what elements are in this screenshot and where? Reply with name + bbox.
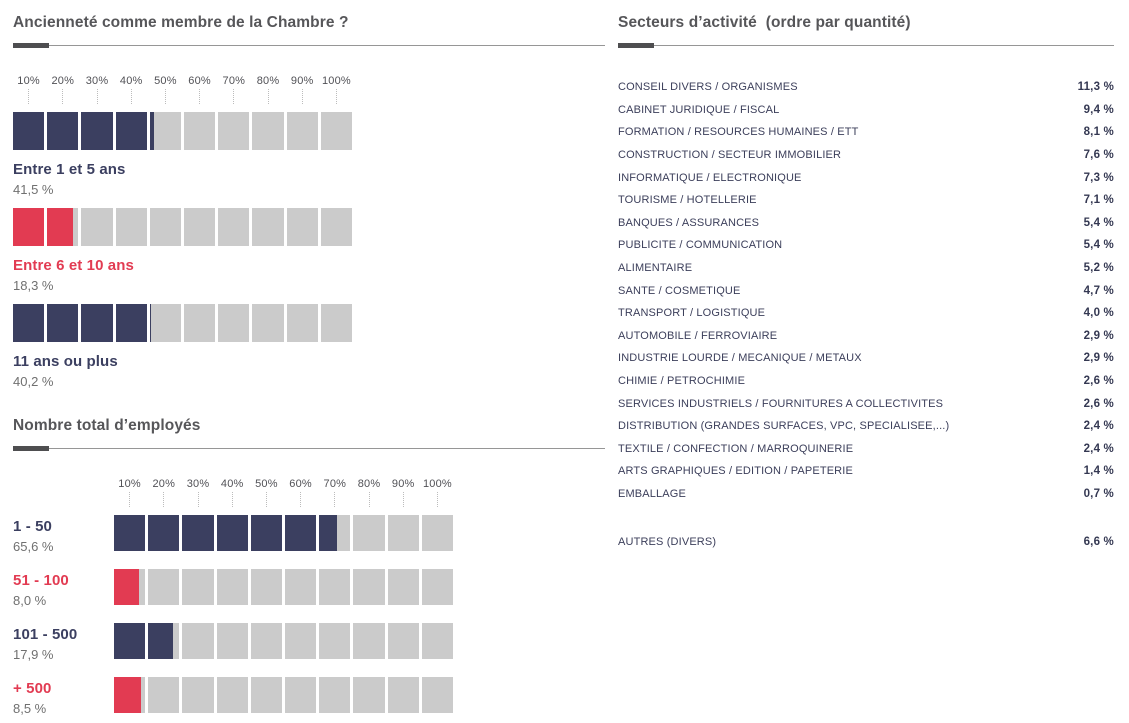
bar-segment — [47, 112, 78, 150]
sector-row — [618, 189, 1114, 212]
scale-tick — [268, 89, 269, 104]
scale-cell — [319, 478, 350, 507]
scale-cell — [184, 75, 215, 104]
bar-fill — [150, 112, 155, 150]
scale-cell — [81, 75, 112, 104]
sector-label: TEXTILE / CONFECTION / MARROQUINERIE — [618, 442, 854, 455]
scale-label: 40% — [119, 75, 143, 87]
category-label: + 500 — [13, 680, 52, 697]
category-label: Entre 6 et 10 ans — [13, 257, 134, 274]
seniority-chart — [13, 112, 605, 389]
bar-segment — [319, 569, 350, 605]
scale-cell — [114, 478, 145, 507]
bar-segment — [148, 569, 179, 605]
bar-segment — [285, 677, 316, 713]
scale-label: 80% — [256, 75, 280, 87]
scale-tick — [336, 89, 337, 104]
sector-value: 7,1 % — [1083, 194, 1114, 207]
scale-label: 60% — [289, 478, 312, 490]
bar-segment — [422, 569, 453, 605]
scale-tick — [62, 89, 63, 104]
sectors-list — [618, 76, 1114, 505]
scale-label: 10% — [17, 75, 40, 87]
sector-label: DISTRIBUTION (GRANDES SURFACES, VPC, SPECIALISEE,...) — [618, 420, 950, 433]
bar-segment — [251, 677, 282, 713]
scale-cell — [353, 478, 384, 507]
scale-label: 30% — [85, 75, 109, 87]
sector-label: CONSTRUCTION / SECTEUR IMMOBILIER — [618, 149, 842, 162]
bar-segment — [252, 112, 283, 150]
scale-label: 100% — [422, 478, 452, 490]
sector-label: CHIMIE / PETROCHIMIE — [618, 375, 746, 388]
scale-tick — [199, 89, 200, 104]
scale-label: 50% — [154, 75, 177, 87]
bar-fill — [114, 569, 139, 605]
divider-line — [654, 45, 1114, 46]
scale-tick — [232, 492, 233, 507]
bar-segment — [114, 677, 145, 713]
scale-label: 70% — [323, 478, 347, 490]
sector-value: 2,4 % — [1083, 420, 1114, 433]
sector-label: CABINET JURIDIQUE / FISCAL — [618, 103, 780, 116]
sector-value: 2,9 % — [1083, 329, 1114, 342]
category-label-block — [13, 677, 114, 716]
category-value: 18,3 % — [13, 278, 54, 293]
bar-segment — [287, 208, 318, 246]
bar-fill — [182, 515, 213, 551]
divider-line — [49, 45, 605, 46]
scale-label: 10% — [118, 478, 141, 490]
employees-row — [13, 677, 605, 716]
scale-tick — [97, 89, 98, 104]
bar-segment — [353, 677, 384, 713]
section-divider — [13, 43, 605, 48]
sector-row — [618, 415, 1114, 438]
category-value: 41,5 % — [13, 182, 54, 197]
bar-segment — [13, 208, 44, 246]
bar-segment — [81, 112, 112, 150]
bar-segment — [184, 112, 215, 150]
sector-value: 11,3 % — [1077, 81, 1114, 94]
bar-segment — [422, 515, 453, 551]
scale-tick — [198, 492, 199, 507]
segmented-bar — [114, 623, 453, 659]
bar-segment — [422, 623, 453, 659]
bar-segment — [81, 304, 112, 342]
sector-value: 5,4 % — [1083, 239, 1114, 252]
scale-tick — [302, 89, 303, 104]
scale-tick — [131, 89, 132, 104]
category-label-block — [13, 623, 114, 662]
bar-segment — [13, 112, 44, 150]
sector-row — [618, 99, 1114, 122]
bar-segment — [217, 515, 248, 551]
sector-row — [618, 347, 1114, 370]
scale-label: 90% — [391, 478, 415, 490]
bar-segment — [182, 515, 213, 551]
sector-row — [618, 438, 1114, 461]
sector-value: 2,6 % — [1083, 397, 1114, 410]
bar-segment — [321, 208, 352, 246]
scale-cell — [47, 75, 78, 104]
scale-tick — [403, 492, 404, 507]
scale-cell — [217, 478, 248, 507]
bar-segment — [353, 569, 384, 605]
category-label: 1 - 50 — [13, 518, 52, 535]
sector-row — [618, 234, 1114, 257]
divider-line — [49, 448, 605, 449]
bar-fill — [150, 304, 151, 342]
sector-value: 9,4 % — [1083, 103, 1114, 116]
employees-chart — [13, 515, 605, 716]
sector-value: 2,6 % — [1083, 375, 1114, 388]
bar-segment — [287, 112, 318, 150]
bar-segment — [388, 623, 419, 659]
scale-tick — [437, 492, 438, 507]
scale-cell — [251, 478, 282, 507]
bar-segment — [148, 677, 179, 713]
sector-row — [618, 370, 1114, 393]
bar-fill — [47, 112, 78, 150]
bar-segment — [182, 569, 213, 605]
bar-fill — [251, 515, 282, 551]
bar-segment — [422, 677, 453, 713]
section-employees — [13, 417, 605, 723]
category-value: 40,2 % — [13, 374, 54, 389]
sector-row — [618, 279, 1114, 302]
scale-tick — [369, 492, 370, 507]
category-label: 11 ans ou plus — [13, 353, 118, 370]
sector-label: FORMATION / RESOURCES HUMAINES / ETT — [618, 126, 859, 139]
divider-accent-block — [13, 446, 49, 451]
divider-accent-block — [13, 43, 49, 48]
bar-segment — [251, 623, 282, 659]
bar-segment — [217, 623, 248, 659]
sector-label: INDUSTRIE LOURDE / MECANIQUE / METAUX — [618, 352, 862, 365]
scale-tick — [334, 492, 335, 507]
scale-cell — [150, 75, 181, 104]
section-divider — [13, 446, 605, 451]
section-sectors — [618, 14, 1114, 553]
bar-segment — [217, 677, 248, 713]
bar-segment — [116, 208, 147, 246]
sector-value: 0,7 % — [1083, 487, 1114, 500]
bar-segment — [218, 304, 249, 342]
bar-segment — [353, 623, 384, 659]
scale-cell — [116, 75, 147, 104]
bar-segment — [287, 304, 318, 342]
sector-label: BANQUES / ASSURANCES — [618, 216, 760, 229]
sector-label: AUTRES (DIVERS) — [618, 535, 717, 548]
scale-label: 60% — [188, 75, 211, 87]
sector-row — [618, 325, 1114, 348]
segmented-bar — [13, 304, 352, 342]
scale-tick — [28, 89, 29, 104]
segmented-bar — [13, 112, 352, 150]
sector-label: TOURISME / HOTELLERIE — [618, 194, 757, 207]
category-label-block — [13, 515, 114, 554]
scale-tick — [129, 492, 130, 507]
sector-row — [618, 257, 1114, 280]
bar-fill — [319, 515, 336, 551]
bar-fill — [114, 515, 145, 551]
bar-fill — [47, 304, 78, 342]
bar-segment — [218, 208, 249, 246]
category-label-block — [13, 569, 114, 608]
category-label: Entre 1 et 5 ans — [13, 161, 126, 178]
bar-segment — [218, 112, 249, 150]
bar-segment — [114, 515, 145, 551]
bar-segment — [252, 304, 283, 342]
category-label: 51 - 100 — [13, 572, 69, 589]
seniority-row — [13, 208, 605, 293]
bar-fill — [81, 112, 112, 150]
segmented-bar — [114, 677, 453, 713]
bar-segment — [116, 304, 147, 342]
bar-fill — [148, 623, 173, 659]
scale-cell — [13, 75, 44, 104]
sector-label: SERVICES INDUSTRIELS / FOURNITURES A COLLECTIVITES — [618, 397, 944, 410]
bar-segment — [285, 623, 316, 659]
sector-row — [618, 76, 1114, 99]
sector-row — [618, 212, 1114, 235]
scale-label: 80% — [357, 478, 381, 490]
scale-tick — [163, 492, 164, 507]
scale-label: 20% — [152, 478, 176, 490]
scale-cell — [422, 478, 453, 507]
scale-tick — [300, 492, 301, 507]
scale-cell — [252, 75, 283, 104]
category-value: 8,0 % — [13, 593, 47, 608]
sector-row — [618, 121, 1114, 144]
bar-fill — [116, 112, 147, 150]
bar-segment — [13, 304, 44, 342]
bar-segment — [251, 515, 282, 551]
bar-segment — [388, 569, 419, 605]
section-title-sectors: Secteurs d’activité (ordre par quantité) — [618, 14, 911, 31]
bar-segment — [148, 623, 179, 659]
seniority-row — [13, 304, 605, 389]
scale-label: 50% — [255, 478, 278, 490]
bar-segment — [319, 623, 350, 659]
bar-segment — [182, 677, 213, 713]
sector-value: 6,6 % — [1083, 535, 1114, 548]
segmented-bar — [13, 208, 352, 246]
sector-label: SANTE / COSMETIQUE — [618, 284, 741, 297]
bar-segment — [47, 304, 78, 342]
bar-segment — [150, 112, 181, 150]
scale-label: 40% — [220, 478, 244, 490]
sector-value: 7,6 % — [1083, 149, 1114, 162]
scale-cell — [218, 75, 249, 104]
bar-segment — [114, 623, 145, 659]
bar-fill — [13, 208, 44, 246]
scale-cell — [388, 478, 419, 507]
bar-segment — [252, 208, 283, 246]
sector-label: CONSEIL DIVERS / ORGANISMES — [618, 81, 798, 94]
segmented-bar — [114, 515, 453, 551]
seniority-row — [13, 112, 605, 197]
employees-row — [13, 623, 605, 662]
scale-cell — [285, 478, 316, 507]
sector-row — [618, 302, 1114, 325]
scale-label: 70% — [222, 75, 246, 87]
scale-label: 100% — [321, 75, 351, 87]
sector-value: 5,2 % — [1083, 262, 1114, 275]
bar-segment — [182, 623, 213, 659]
bar-segment — [251, 569, 282, 605]
bar-fill — [217, 515, 248, 551]
bar-segment — [321, 304, 352, 342]
bar-segment — [47, 208, 78, 246]
scale-tick — [266, 492, 267, 507]
bar-fill — [47, 208, 73, 246]
scale-cell — [148, 478, 179, 507]
sector-row — [618, 166, 1114, 189]
category-label: 101 - 500 — [13, 626, 78, 643]
bar-segment — [114, 569, 145, 605]
scale-cell — [321, 75, 352, 104]
bar-segment — [285, 515, 316, 551]
segmented-bar — [114, 569, 453, 605]
sector-row — [618, 392, 1114, 415]
section-divider — [618, 43, 1114, 48]
sector-row — [618, 460, 1114, 483]
sector-label: ARTS GRAPHIQUES / EDITION / PAPETERIE — [618, 465, 853, 478]
scale-tick — [233, 89, 234, 104]
section-title-employees: Nombre total d’employés — [13, 417, 201, 434]
sector-label: TRANSPORT / LOGISTIQUE — [618, 307, 766, 320]
bar-fill — [114, 623, 145, 659]
bar-segment — [150, 304, 181, 342]
sector-value: 7,3 % — [1083, 171, 1114, 184]
bar-fill — [116, 304, 147, 342]
employees-row — [13, 515, 605, 554]
bar-fill — [148, 515, 179, 551]
bar-segment — [319, 515, 350, 551]
scale-label: 90% — [290, 75, 314, 87]
sector-value: 2,4 % — [1083, 442, 1114, 455]
sector-value: 5,4 % — [1083, 216, 1114, 229]
scale-label: 30% — [186, 478, 210, 490]
scale-label: 20% — [51, 75, 75, 87]
bar-fill — [81, 304, 112, 342]
bar-segment — [148, 515, 179, 551]
sector-value: 2,9 % — [1083, 352, 1114, 365]
right-column — [605, 0, 1129, 723]
section-seniority — [13, 14, 605, 389]
sector-label: INFORMATIQUE / ELECTRONIQUE — [618, 171, 802, 184]
sector-value: 1,4 % — [1083, 465, 1114, 478]
bar-segment — [388, 515, 419, 551]
sector-label: EMBALLAGE — [618, 487, 686, 500]
bar-fill — [13, 304, 44, 342]
bar-segment — [321, 112, 352, 150]
sector-value: 4,7 % — [1083, 284, 1114, 297]
percent-scale — [114, 478, 453, 507]
category-value: 8,5 % — [13, 701, 47, 716]
bar-segment — [150, 208, 181, 246]
percent-scale — [13, 75, 352, 104]
sector-label: ALIMENTAIRE — [618, 262, 693, 275]
sector-value: 8,1 % — [1083, 126, 1114, 139]
category-value: 65,6 % — [13, 539, 54, 554]
bar-segment — [353, 515, 384, 551]
category-value: 17,9 % — [13, 647, 54, 662]
bar-fill — [13, 112, 44, 150]
divider-accent-block — [618, 43, 654, 48]
scale-tick — [165, 89, 166, 104]
bar-segment — [285, 569, 316, 605]
sector-row — [618, 483, 1114, 506]
bar-segment — [319, 677, 350, 713]
scale-cell — [287, 75, 318, 104]
sector-row-other — [618, 530, 1114, 553]
scale-cell — [182, 478, 213, 507]
section-title-seniority: Ancienneté comme membre de la Chambre ? — [13, 14, 349, 31]
sector-value: 4,0 % — [1083, 307, 1114, 320]
bar-segment — [81, 208, 112, 246]
bar-fill — [285, 515, 316, 551]
bar-segment — [388, 677, 419, 713]
bar-segment — [184, 304, 215, 342]
sector-label: PUBLICITE / COMMUNICATION — [618, 239, 783, 252]
bar-segment — [184, 208, 215, 246]
employees-row — [13, 569, 605, 608]
sector-row — [618, 144, 1114, 167]
bar-fill — [114, 677, 141, 713]
bar-segment — [217, 569, 248, 605]
bar-segment — [116, 112, 147, 150]
sector-label: AUTOMOBILE / FERROVIAIRE — [618, 329, 778, 342]
